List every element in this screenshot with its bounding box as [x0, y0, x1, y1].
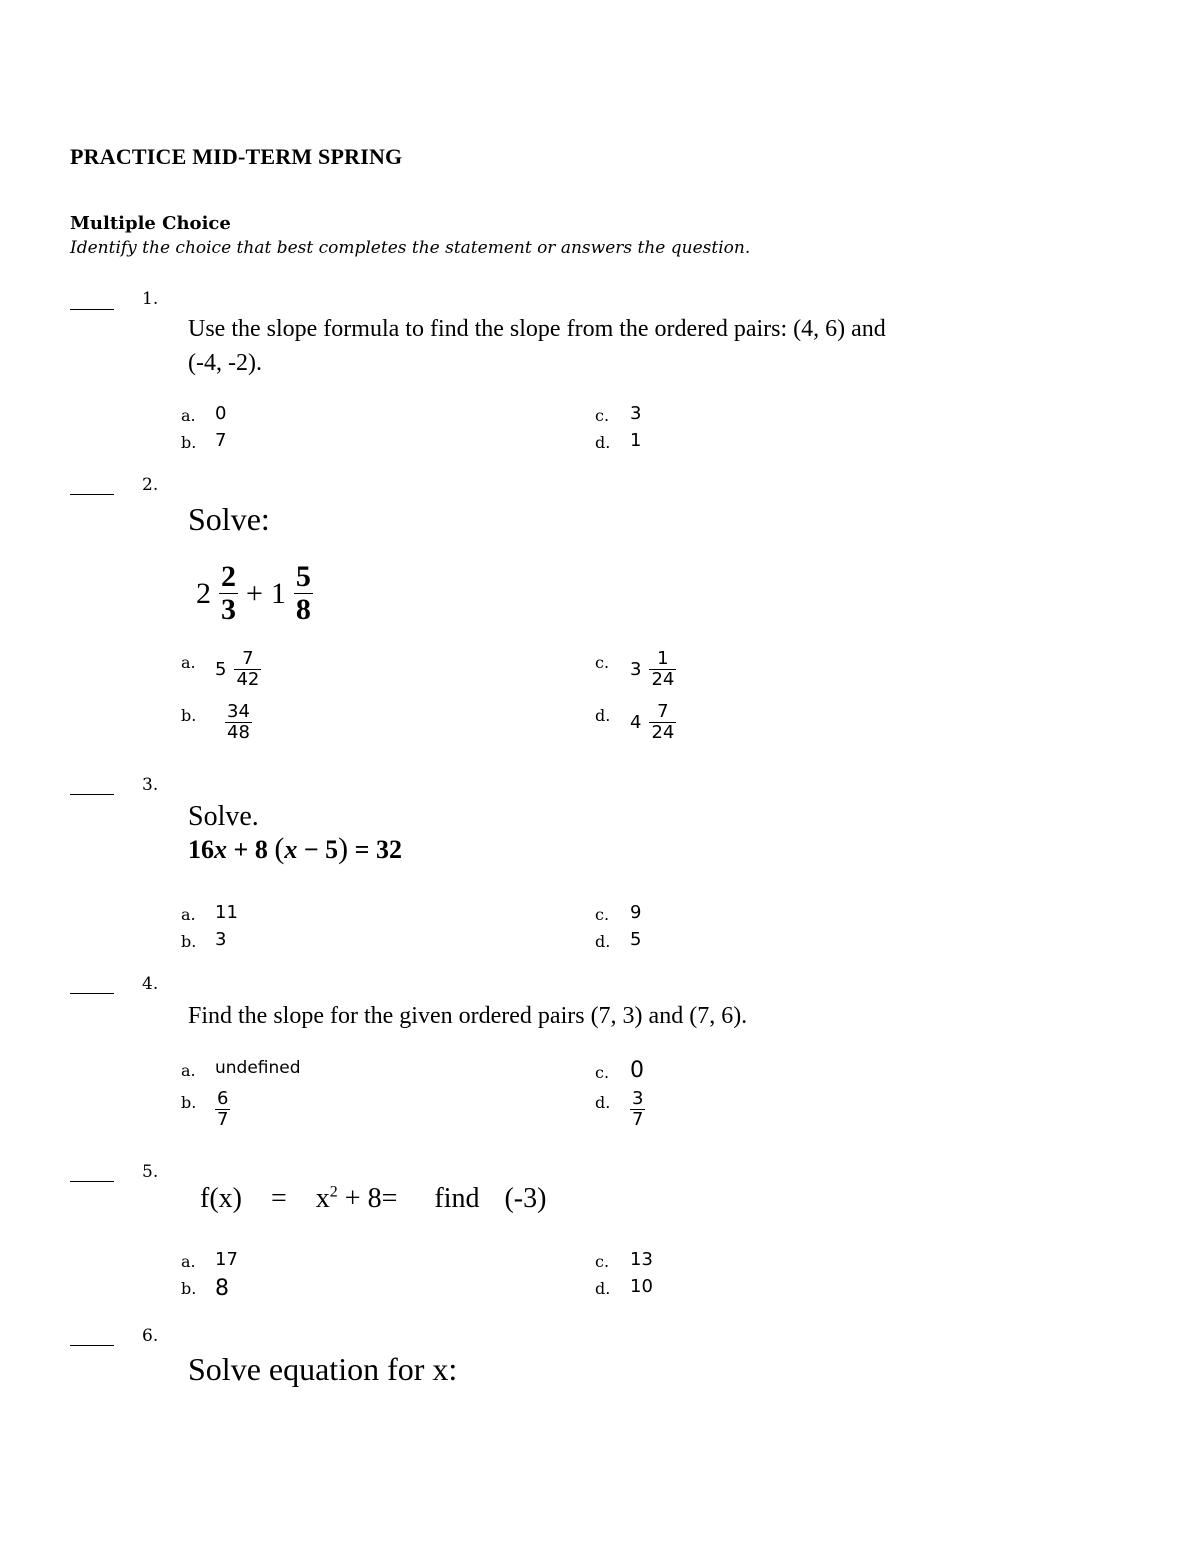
choice-2b[interactable] [225, 703, 252, 742]
expr-whole-2: 1 [270, 576, 286, 610]
answer-blank-3[interactable] [70, 794, 114, 795]
choice-2a-whole: 5 [215, 659, 227, 680]
expr-operator: + [246, 576, 263, 610]
choice-2c-numerator: 1 [657, 648, 669, 669]
choice-4b-numerator: 6 [217, 1088, 229, 1109]
question-4-stem: Find the slope for the given ordered pairs (7, 3) and (7, 6). [188, 1003, 748, 1029]
answer-blank-2[interactable] [70, 494, 114, 495]
expr-denominator-2: 8 [295, 593, 311, 626]
question-5-expression [200, 1183, 546, 1215]
expr-numerator-1: 2 [221, 560, 236, 593]
answer-blank-6[interactable] [70, 1345, 114, 1346]
question-number-1: 1. [142, 289, 159, 309]
choice-2c-denominator: 24 [651, 669, 675, 690]
choice-4d-fraction [630, 1090, 645, 1129]
expr-numerator-2: 5 [295, 560, 311, 593]
question-3-equation [188, 832, 402, 866]
choice-2a-denominator: 42 [236, 669, 260, 690]
fx-lhs: f(x) [200, 1183, 242, 1214]
choice-4b[interactable] [215, 1090, 230, 1129]
choice-3b[interactable]: 3 [215, 929, 227, 950]
choice-2b-numerator: 34 [227, 701, 250, 722]
choice-label-5d: d. [595, 1279, 611, 1298]
choice-5b[interactable]: 8 [215, 1276, 229, 1301]
choice-label-2b: b. [181, 706, 197, 725]
choice-4d-numerator: 3 [632, 1088, 644, 1109]
expr-whole-1: 2 [196, 576, 211, 610]
choice-2c[interactable] [630, 650, 676, 689]
choice-label-1a: a. [181, 406, 196, 425]
fx-exponent: 2 [329, 1183, 338, 1201]
eq-rhs: = 32 [354, 835, 402, 864]
choice-label-5b: b. [181, 1279, 197, 1298]
choice-label-2d: d. [595, 706, 611, 725]
eq-inner-rest: − 5 [297, 835, 339, 864]
fx-equals: = [270, 1183, 287, 1214]
choice-2a-fraction [234, 650, 261, 689]
choice-label-4c: c. [595, 1063, 610, 1082]
choice-2a-numerator: 7 [242, 648, 254, 669]
choice-2d-denominator: 24 [651, 722, 675, 743]
question-number-3: 3. [142, 775, 159, 795]
answer-blank-1[interactable] [70, 309, 114, 310]
choice-2c-whole: 3 [630, 659, 642, 680]
choice-label-1d: d. [595, 433, 611, 452]
choice-label-5a: a. [181, 1252, 196, 1271]
choice-1d[interactable]: 1 [630, 430, 642, 451]
choice-2b-denominator: 48 [227, 722, 250, 743]
choice-5a[interactable]: 17 [215, 1249, 238, 1270]
choice-label-5c: c. [595, 1252, 610, 1271]
choice-label-3c: c. [595, 905, 610, 924]
question-number-2: 2. [142, 475, 159, 495]
fx-rest: + 8= [344, 1183, 398, 1214]
choice-2d-whole: 4 [630, 712, 642, 733]
section-heading: Multiple Choice [70, 213, 231, 234]
choice-label-3b: b. [181, 932, 197, 951]
choice-label-3a: a. [181, 905, 196, 924]
fx-base: x [315, 1183, 330, 1214]
question-1-stem-line2: (-4, -2). [188, 350, 262, 376]
choice-4b-fraction [215, 1090, 230, 1129]
choice-label-4b: b. [181, 1093, 197, 1112]
choice-3d[interactable]: 5 [630, 929, 642, 950]
choice-1a[interactable]: 0 [215, 403, 227, 424]
choice-2d-fraction [649, 703, 676, 742]
choice-4d-denominator: 7 [632, 1109, 644, 1130]
choice-label-3d: d. [595, 932, 611, 951]
question-1-stem [188, 312, 886, 380]
question-number-6: 6. [142, 1326, 159, 1346]
choice-2a[interactable] [215, 650, 261, 689]
choice-4a[interactable]: undefined [215, 1058, 301, 1078]
eq-variable: x [214, 835, 227, 864]
choice-label-2a: a. [181, 653, 196, 672]
choice-5c[interactable]: 13 [630, 1249, 653, 1270]
expr-fraction-1 [219, 562, 238, 625]
question-number-4: 4. [142, 974, 159, 994]
eq-plus-term: + 8 [233, 835, 268, 864]
page-title: PRACTICE MID-TERM SPRING [70, 144, 403, 169]
choice-2b-fraction [225, 703, 252, 742]
question-6-stem: Solve equation for x: [188, 1351, 458, 1387]
choice-2d[interactable] [630, 703, 676, 742]
eq-open-paren: ( [274, 832, 285, 865]
choice-label-1c: c. [595, 406, 610, 425]
choice-5d[interactable]: 10 [630, 1276, 653, 1297]
question-3-stem: Solve. [188, 801, 259, 832]
question-2-expression [196, 562, 313, 625]
question-1-stem-line1: Use the slope formula to find the slope from the ordered pairs: (4, 6) and [188, 316, 886, 342]
choice-label-4d: d. [595, 1093, 611, 1112]
instructions: Identify the choice that best completes the statement or answers the question. [70, 238, 751, 258]
eq-close-paren: ) [338, 832, 349, 865]
choice-label-2c: c. [595, 653, 610, 672]
choice-label-4a: a. [181, 1061, 196, 1080]
choice-4d[interactable] [630, 1090, 645, 1129]
eq-coefficient: 16 [188, 835, 214, 864]
choice-1b[interactable]: 7 [215, 430, 227, 451]
choice-2d-numerator: 7 [657, 701, 669, 722]
choice-4b-denominator: 7 [217, 1109, 229, 1130]
choice-4c[interactable]: 0 [630, 1058, 644, 1083]
fx-find: find [434, 1183, 480, 1214]
question-number-5: 5. [142, 1162, 159, 1182]
question-2-stem: Solve: [188, 501, 270, 537]
choice-label-1b: b. [181, 433, 197, 452]
expr-fraction-2 [294, 562, 313, 625]
choice-1c[interactable]: 3 [630, 403, 642, 424]
expr-denominator-1: 3 [221, 593, 236, 626]
choice-2c-fraction [649, 650, 676, 689]
answer-blank-4[interactable] [70, 993, 114, 994]
answer-blank-5[interactable] [70, 1181, 114, 1182]
fx-argument: (-3) [504, 1183, 547, 1214]
choice-3a[interactable]: 11 [215, 902, 238, 923]
eq-inner-variable: x [284, 835, 298, 864]
choice-3c[interactable]: 9 [630, 902, 642, 923]
